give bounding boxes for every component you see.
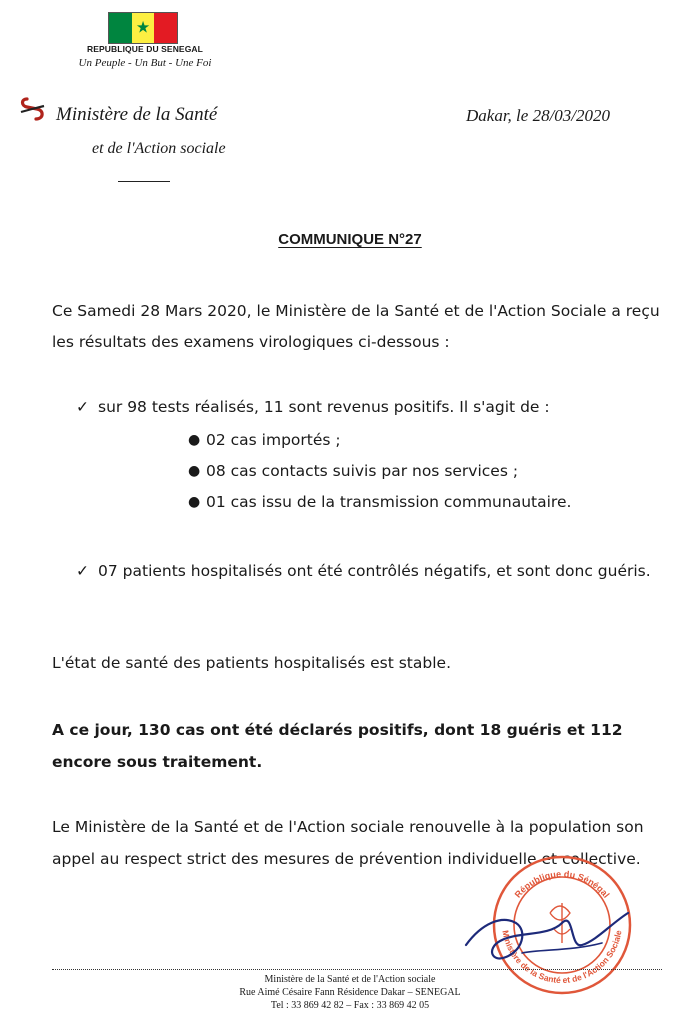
list-item-text: 08 cas contacts suivis par nos services ; <box>206 462 519 480</box>
list-item-text: 02 cas importés ; <box>206 431 341 449</box>
bullet-icon: ● <box>188 494 201 510</box>
patient-state-paragraph: L'état de santé des patients hospitalisés est stable. <box>52 654 451 672</box>
document-title <box>0 229 700 248</box>
star-icon: ★ <box>135 17 151 37</box>
ministry-name-line2: et de l'Action sociale <box>92 140 226 157</box>
flag-band-red <box>154 13 177 43</box>
flag-band-yellow <box>132 13 155 43</box>
summary-paragraph: A ce jour, 130 cas ont été déclarés positifs, dont 18 guéris et 112 encore sous traitement. <box>52 721 623 771</box>
footer-divider <box>52 969 662 970</box>
national-motto: Un Peuple - Un But - Une Foi <box>78 57 212 69</box>
case-breakdown-list <box>188 425 658 518</box>
result-item <box>76 392 666 423</box>
stamp-text-top: République du Sénégal <box>512 868 612 900</box>
footer-address <box>0 973 700 1012</box>
list-item <box>188 487 658 518</box>
result-item-text: 07 patients hospitalisés ont été contrôlés négatifs, et sont donc guéris. <box>98 562 651 580</box>
ministry-logo-icon <box>18 96 48 122</box>
bullet-icon: ● <box>188 463 201 479</box>
result-item <box>76 556 666 587</box>
appeal-paragraph: Le Ministère de la Santé et de l'Action sociale renouvelle à la population son appel au respect strict des mesures de prévention individuelle et collective. <box>52 818 644 868</box>
republic-name: REPUBLIQUE DU SENEGAL <box>87 44 203 54</box>
list-item <box>188 456 658 487</box>
flag-band-green <box>109 13 132 43</box>
list-item-text: 01 cas issu de la transmission communautaire. <box>206 493 572 511</box>
footer-line: Rue Aimé Césaire Fann Résidence Dakar – SENEGAL <box>239 987 461 998</box>
footer-line: Tel : 33 869 42 82 – Fax : 33 869 42 05 <box>270 1000 430 1011</box>
stamp-text-bottom: Ministère de la Santé et de l'Action Sociale <box>500 929 624 986</box>
title-text: COMMUNIQUE N°27 <box>278 231 422 248</box>
checkmark-icon: ✓ <box>76 562 89 580</box>
checkmark-icon: ✓ <box>76 398 89 416</box>
senegal-flag-icon <box>108 12 178 44</box>
list-item <box>188 425 658 456</box>
header-divider <box>118 181 170 182</box>
footer-line: Ministère de la Santé et de l'Action sociale <box>264 974 436 985</box>
bullet-icon: ● <box>188 432 201 448</box>
result-item-text: sur 98 tests réalisés, 11 sont revenus positifs. Il s'agit de : <box>98 398 550 416</box>
ministry-name-line1: Ministère de la Santé <box>56 104 218 125</box>
intro-paragraph: Ce Samedi 28 Mars 2020, le Ministère de la Santé et de l'Action Sociale a reçu les résultats des examens virologiques ci-dessous : <box>52 302 660 351</box>
dateline: Dakar, le 28/03/2020 <box>466 106 611 125</box>
